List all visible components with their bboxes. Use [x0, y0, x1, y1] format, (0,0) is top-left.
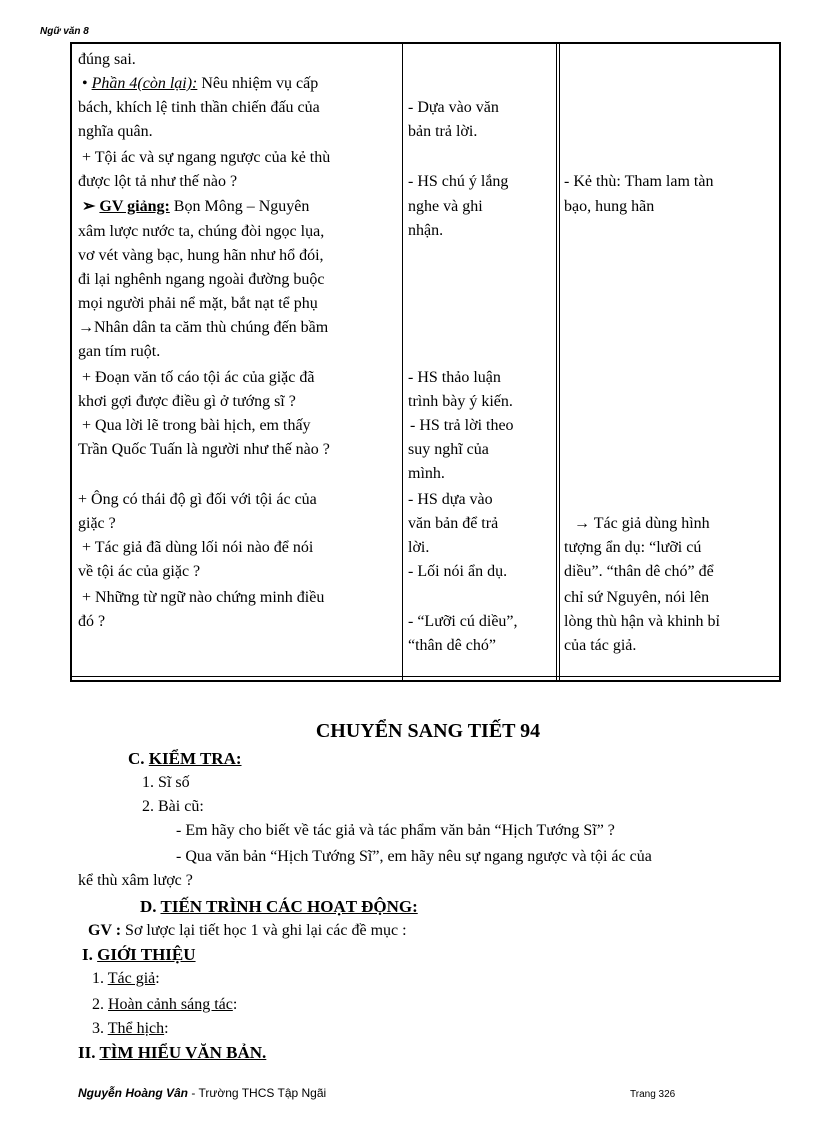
part-4-label: Phần 4(còn lại): — [91, 75, 198, 92]
text-line: + Tội ác và sự ngang ngược của kẻ thù — [82, 149, 331, 166]
text-line: Trần Quốc Tuấn là người như thế nào ? — [78, 441, 330, 458]
text-line: đó ? — [78, 613, 106, 630]
text-line: gan tím ruột. — [78, 343, 161, 360]
text-line: • Phần 4(còn lại): Nêu nhiệm vụ cấp — [82, 75, 319, 92]
question-2-cont: kể thù xâm lược ? — [78, 872, 193, 889]
text-line: → Tác giả dùng hình — [574, 515, 710, 532]
column-divider — [556, 44, 557, 680]
table-bottom-rule — [72, 676, 779, 677]
text-line: bản trả lời. — [408, 123, 478, 140]
page-header: Ngữ văn 8 — [40, 26, 89, 37]
text-line: của tác giả. — [564, 637, 637, 654]
text-line: + Ông có thái độ gì đối với tội ác của — [78, 491, 317, 508]
text-line: nghe và ghi — [408, 198, 483, 215]
text-line: về tội ác của giặc ? — [78, 563, 201, 580]
text-line: tượng ẩn dụ: “lưỡi cú — [564, 539, 702, 556]
footer-school: - Trường THCS Tập Ngãi — [188, 1086, 327, 1100]
list-item: 1. Tác giả: — [92, 970, 160, 987]
column-divider — [402, 44, 403, 680]
question-1: - Em hãy cho biết về tác giả và tác phẩm văn bản “Hịch Tướng Sĩ” ? — [176, 822, 615, 839]
text-line: bạo, hung hãn — [564, 198, 655, 215]
text-line: + Tác giả đã dùng lối nói nào để nói — [82, 539, 314, 556]
gv-giang-label: GV giảng: — [99, 198, 170, 215]
text-line: bách, khích lệ tinh thần chiến đấu của — [78, 99, 320, 116]
text-line: + Qua lời lẽ trong bài hịch, em thấy — [82, 417, 311, 434]
text-line: - HS thảo luận — [408, 369, 501, 386]
text-line: - “Lưỡi cú diều”, — [408, 613, 518, 630]
text-line: + Đoạn văn tố cáo tội ác của giặc đã — [82, 369, 315, 386]
text-line: trình bày ý kiến. — [408, 393, 513, 410]
text-line: + Những từ ngữ nào chứng minh điều — [82, 589, 325, 606]
page-title: CHUYỂN SANG TIẾT 94 — [315, 720, 541, 742]
text-line: - HS chú ý lắng — [408, 173, 509, 190]
text-line: được lột tả như thế nào ? — [78, 173, 238, 190]
section-c-heading: C. KIỂM TRA: — [128, 749, 242, 768]
text-line: khơi gợi được điều gì ở tướng sĩ ? — [78, 393, 296, 410]
text-line: ➢ GV giảng: Bọn Mông – Nguyên — [82, 198, 310, 215]
text-line: nhận. — [408, 222, 444, 239]
text-line: mọi người phải nể mặt, bắt nạt tể phụ — [78, 295, 318, 312]
section-i-heading: I. GIỚI THIỆU — [82, 945, 196, 964]
column-divider — [559, 44, 560, 680]
lesson-table — [70, 42, 781, 682]
arrow-bullet-icon: ➢ — [82, 198, 100, 215]
footer-author: Nguyễn Hoàng Vân — [78, 1086, 189, 1100]
text-line: vơ vét vàng bạc, hung hãn như hổ đói, — [78, 247, 324, 264]
list-item: 2. Hoàn cảnh sáng tác: — [92, 996, 238, 1013]
text-line: lời. — [408, 539, 430, 556]
text-line: →Nhân dân ta căm thù chúng đến bầm — [78, 319, 329, 336]
section-ii-heading: II. TÌM HIỂU VĂN BẢN. — [78, 1043, 267, 1062]
text-line: - Dựa vào văn — [408, 99, 499, 116]
section-d-heading: D. TIẾN TRÌNH CÁC HOẠT ĐỘNG: — [140, 897, 418, 916]
text-line: - Kẻ thù: Tham lam tàn — [564, 173, 714, 190]
text-line: chỉ sứ Nguyên, nói lên — [564, 589, 710, 606]
text-line: văn bản để trả — [408, 515, 499, 532]
text-line: mình. — [408, 465, 445, 482]
text-line: diều”. “thân dê chó” để — [564, 563, 714, 580]
gv-line: GV : Sơ lược lại tiết học 1 và ghi lại các đề mục : — [88, 922, 407, 939]
list-item: 1. Sĩ số — [142, 774, 190, 791]
text-line: đi lại nghênh ngang ngoài đường buộc — [78, 271, 325, 288]
text-line: “thân dê chó” — [408, 637, 496, 654]
text-line: suy nghĩ của — [408, 441, 489, 458]
list-item: 3. Thể hịch: — [92, 1020, 169, 1037]
footer-left — [78, 1086, 326, 1100]
text-line: - HS trả lời theo — [410, 417, 514, 434]
page-number: Trang 326 — [630, 1089, 676, 1100]
question-2: - Qua văn bản “Hịch Tướng Sĩ”, em hãy nêu sự ngang ngược và tội ác của — [176, 848, 652, 865]
text-line: - HS dựa vào — [408, 491, 493, 508]
text-line: đúng sai. — [78, 51, 136, 68]
text-line: giặc ? — [78, 515, 116, 532]
list-item: 2. Bài cũ: — [142, 798, 204, 815]
text-line: - Lối nói ẩn dụ. — [408, 563, 508, 580]
text-line: nghĩa quân. — [78, 123, 153, 140]
text-line: lòng thù hận và khinh bỉ — [564, 613, 720, 630]
text-line: xâm lược nước ta, chúng đòi ngọc lụa, — [78, 223, 325, 240]
